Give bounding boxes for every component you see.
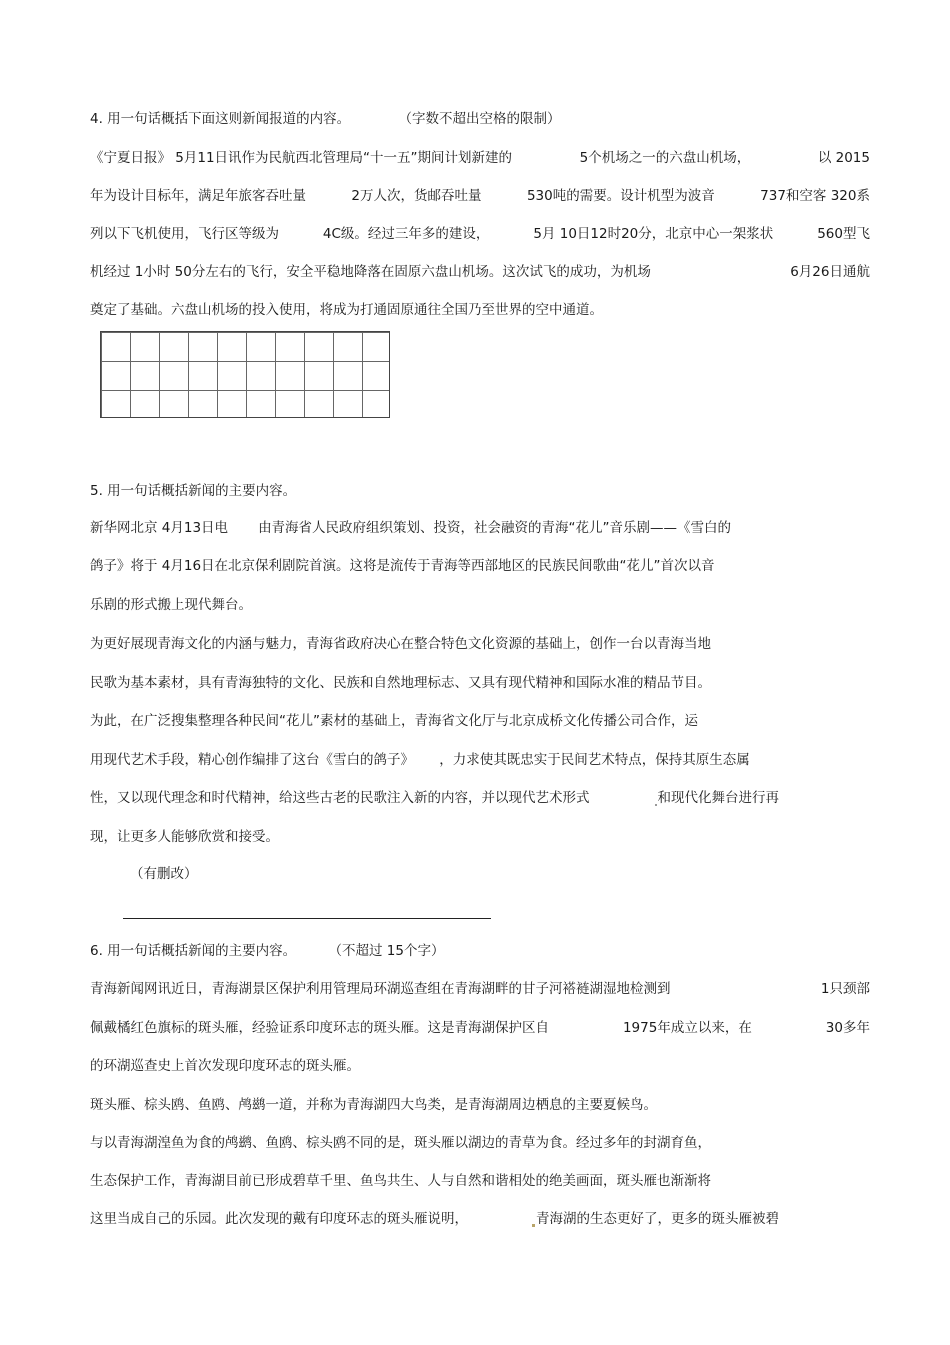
speck-mark [655, 804, 657, 806]
q4-note: （字数不超出空格的限制） [398, 111, 561, 127]
text-segment: 737和空客 320系 [760, 188, 870, 204]
text-segment: 《宁夏日报》 5月11日讯作为民航西北管理局“十一五”期间计划新建的 [90, 150, 513, 166]
text-segment: 5个机场之一的六盘山机场， [579, 150, 751, 166]
q4-line-4 [90, 263, 870, 281]
text-segment: 青海新闻网讯近日，青海湖景区保护利用管理局环湖巡查组在青海湖畔的甘子河褡裢湖湿地检测到 [90, 981, 671, 997]
text-segment: 530吨的需要。设计机型为波音 [526, 188, 715, 204]
text-segment: 2万人次，货邮吞吐量 [351, 188, 482, 204]
q4-heading [90, 110, 560, 128]
q5-line-7 [90, 751, 750, 769]
text-segment: 佩戴橘红色旗标的斑头雁，经验证系印度环志的斑头雁。这是青海湖保护区自 [90, 1020, 549, 1036]
text-segment: 用现代艺术手段，精心创作编排了这台《雪白的鸽子》 [90, 752, 408, 768]
q5-line-6: 为此，在广泛搜集整理各种民间“花儿”素材的基础上，青海省文化厅与北京成桥文化传播公司合作，运 [90, 713, 698, 729]
q5-line-5: 民歌为基本素材，具有青海独特的文化、民族和自然地理标志、又具有现代精神和国际水准的精品节目。 [90, 675, 711, 691]
text-segment: 以 2015 [817, 150, 870, 166]
answer-grid[interactable] [100, 331, 390, 418]
text-segment: 4C级。经过三年多的建设， [322, 226, 490, 242]
q6-line-4: 斑头雁、棕头鸥、鱼鸥、鸬鹚一道，并称为青海湖四大鸟类，是青海湖周边栖息的主要夏候鸟。 [90, 1097, 657, 1113]
q4-line-1 [90, 149, 870, 167]
text-segment: 奠定了基础。六盘山机场的投入使用，将成为打通固原通往全国乃至世界的空中通道。 [90, 302, 603, 318]
q6-line-5: 与以青海湖湟鱼为食的鸬鹚、鱼鸥、棕头鸥不同的是，斑头雁以湖边的青草为食。经过多年的封湖育鱼， [90, 1135, 711, 1151]
q5-title: 5. 用一句话概括新闻的主要内容。 [90, 483, 297, 499]
text-segment: 1975年成立以来，在 [622, 1020, 752, 1036]
q6-note: （不超过 15个字） [328, 943, 445, 959]
q6-line-6: 生态保护工作，青海湖目前已形成碧草千里、鱼鸟共生、人与自然和谐相处的绝美画面，斑头雁也渐渐将 [90, 1173, 711, 1189]
text-segment: 新华网北京 4月13日电 [90, 520, 229, 536]
text-segment: 年为设计目标年，满足年旅客吞吐量 [90, 188, 306, 204]
text-segment: 这里当成自己的乐园。此次发现的戴有印度环志的斑头雁说明， [90, 1211, 468, 1227]
text-segment: 30多年 [825, 1020, 870, 1036]
text-segment: ，力求使其既忠实于民间艺术特点，保持其原生态属 [439, 752, 750, 768]
text-segment: 5月 10日12时20分，北京中心一架浆状 [533, 226, 774, 242]
text-segment: 560型飞 [817, 226, 870, 242]
text-segment: 和现代化舞台进行再 [657, 790, 779, 806]
text-segment: 6月26日通航 [790, 264, 870, 280]
q4-line-5 [90, 301, 603, 319]
answer-line[interactable] [123, 918, 491, 919]
q5-line-4: 为更好展现青海文化的内涵与魅力，青海省政府决心在整合特色文化资源的基础上，创作一台以青海当地 [90, 636, 711, 652]
q6-line-2 [90, 1019, 870, 1037]
text-segment: 列以下飞机使用，飞行区等级为 [90, 226, 279, 242]
text-segment: 1只颈部 [820, 981, 870, 997]
q4-line-3 [90, 225, 870, 243]
text-segment: 性，又以现代理念和时代精神，给这些古老的民歌注入新的内容，并以现代艺术形式 [90, 790, 590, 806]
q5-line-3: 乐剧的形式搬上现代舞台。 [90, 597, 252, 613]
q6-heading [90, 942, 444, 960]
speck-mark [532, 1224, 535, 1227]
q6-title: 6. 用一句话概括新闻的主要内容。 [90, 943, 297, 959]
q5-line-8 [90, 789, 779, 807]
text-segment: 青海湖的生态更好了，更多的斑头雁被碧 [536, 1211, 779, 1227]
text-segment: 由青海省人民政府组织策划、投资，社会融资的青海“花儿”音乐剧——《雪白的 [258, 520, 732, 536]
q5-line-2: 鸽子》将于 4月16日在北京保利剧院首演。这将是流传于青海等西部地区的民族民间歌曲“花儿”首次以音 [90, 558, 715, 574]
q5-line-1 [90, 519, 731, 537]
text-segment: 机经过 1小时 50分左右的飞行，安全平稳地降落在固原六盘山机场。这次试飞的成功，为机场 [90, 264, 651, 280]
q6-line-1 [90, 980, 870, 998]
q5-line-9: 现，让更多人能够欣赏和接受。 [90, 829, 279, 845]
q4-title: 4. 用一句话概括下面这则新闻报道的内容。 [90, 111, 351, 127]
q6-line-3: 的环湖巡查史上首次发现印度环志的斑头雁。 [90, 1058, 360, 1074]
q4-line-2 [90, 187, 870, 205]
q6-line-7 [90, 1210, 779, 1228]
q5-source: （有删改） [130, 866, 198, 882]
